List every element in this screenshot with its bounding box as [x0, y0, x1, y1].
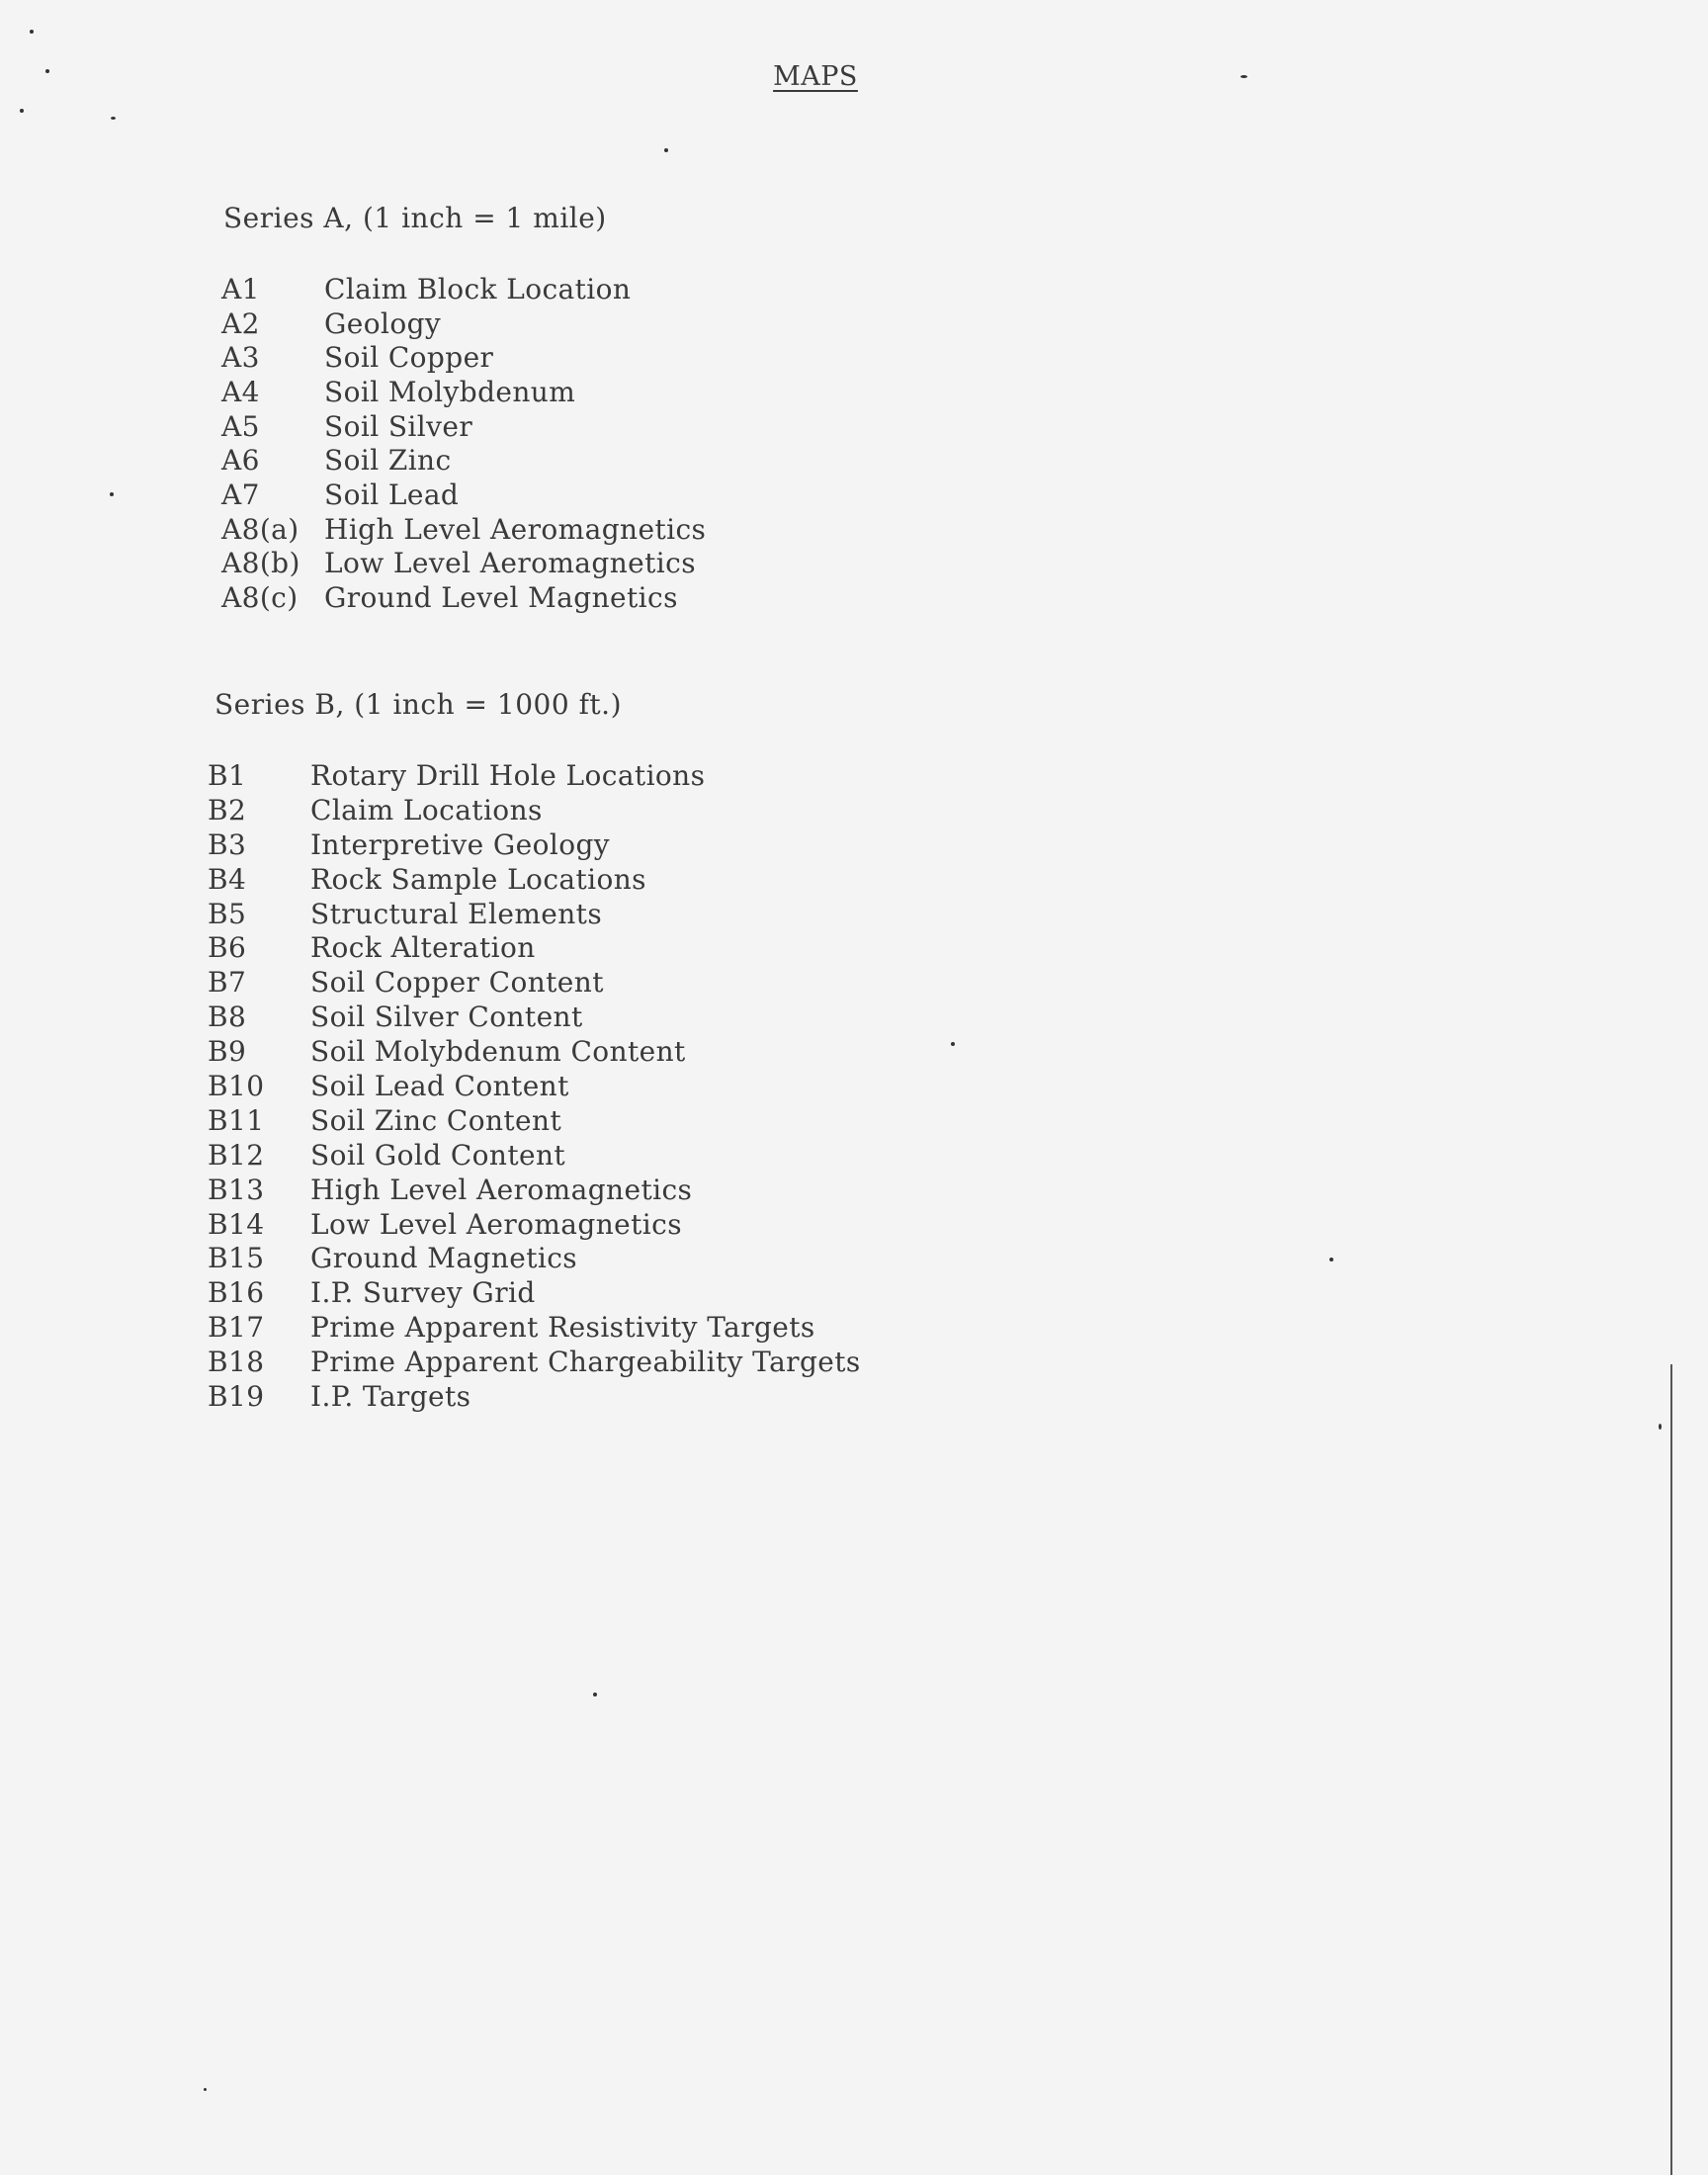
series-b-item	[208, 965, 861, 1000]
page-edge-shadow	[1670, 1364, 1672, 2175]
scan-speck	[45, 69, 49, 73]
series-a-item	[221, 409, 706, 444]
map-title: High Level Aeromagnetics	[324, 512, 707, 546]
series-a-item	[221, 340, 706, 375]
map-code: A4	[221, 375, 260, 408]
map-title: Soil Zinc Content	[310, 1103, 562, 1137]
map-title: Claim Locations	[310, 793, 543, 826]
series-a-list	[221, 272, 706, 615]
map-code: A5	[221, 409, 260, 443]
map-code: B19	[208, 1379, 265, 1413]
series-a-item	[221, 443, 706, 478]
map-title: Soil Molybdenum Content	[310, 1035, 686, 1069]
map-title: Rotary Drill Hole Locations	[310, 758, 706, 792]
series-b-list	[208, 758, 861, 1414]
map-title: Soil Lead Content	[310, 1069, 569, 1102]
map-title: Rock Alteration	[310, 931, 536, 965]
map-code: A2	[221, 306, 260, 340]
map-title: Interpretive Geology	[310, 827, 611, 861]
series-b-item	[208, 1379, 861, 1414]
map-title: Soil Gold Content	[310, 1138, 566, 1172]
series-b-item	[208, 1138, 861, 1173]
map-code: B14	[208, 1207, 265, 1241]
scan-speck	[1659, 1424, 1662, 1430]
map-title: Rock Sample Locations	[310, 862, 646, 896]
map-title: Ground Level Magnetics	[324, 581, 678, 615]
series-b-item	[208, 827, 861, 862]
series-a-item	[221, 306, 706, 341]
series-b-item	[208, 1241, 861, 1275]
map-code: A8(a)	[221, 512, 299, 546]
series-b-item	[208, 1345, 861, 1379]
map-code: A3	[221, 341, 260, 375]
series-a-item	[221, 272, 706, 306]
scan-speck	[20, 109, 24, 113]
scan-speck	[593, 1693, 597, 1696]
map-code: A7	[221, 478, 260, 511]
map-code: B7	[208, 966, 247, 1000]
map-title: Low Level Aeromagnetics	[310, 1207, 682, 1241]
series-b-item	[208, 930, 861, 965]
series-a-item	[221, 580, 706, 615]
map-code: A8(c)	[221, 581, 299, 615]
map-code: B12	[208, 1138, 265, 1172]
map-title: Soil Zinc	[324, 444, 452, 478]
map-code: B6	[208, 931, 247, 965]
map-title: Soil Copper	[324, 341, 494, 375]
map-title: Soil Lead	[324, 478, 460, 511]
map-code: B17	[208, 1311, 265, 1345]
map-code: A8(b)	[221, 547, 300, 580]
map-title: I.P. Targets	[310, 1379, 471, 1413]
map-code: B2	[208, 793, 247, 826]
scan-speck	[664, 148, 668, 152]
series-b-heading: Series B, (1 inch = 1000 ft.)	[214, 688, 623, 721]
scan-speck	[951, 1042, 955, 1046]
scan-speck	[204, 2088, 207, 2091]
map-code: A6	[221, 444, 260, 478]
map-code: B1	[208, 758, 247, 792]
map-title: Low Level Aeromagnetics	[324, 547, 696, 580]
series-a-item	[221, 375, 706, 409]
series-b-item	[208, 1207, 861, 1242]
map-code: B8	[208, 1000, 247, 1034]
scan-speck	[1240, 75, 1247, 78]
map-code: B15	[208, 1242, 265, 1275]
series-b-item	[208, 758, 861, 793]
series-b-item	[208, 897, 861, 931]
map-code: B5	[208, 897, 247, 930]
map-title: Soil Silver Content	[310, 1000, 583, 1034]
series-b-item	[208, 1069, 861, 1103]
series-b-item	[208, 793, 861, 827]
scan-speck	[110, 492, 114, 496]
map-code: B18	[208, 1346, 265, 1379]
series-b-item	[208, 1034, 861, 1069]
scan-speck	[30, 30, 34, 34]
map-title: Ground Magnetics	[310, 1242, 578, 1275]
series-a-item	[221, 478, 706, 512]
map-code: B9	[208, 1035, 247, 1069]
series-a-heading: Series A, (1 inch = 1 mile)	[223, 202, 607, 234]
map-title: Prime Apparent Resistivity Targets	[310, 1311, 815, 1345]
map-title: I.P. Survey Grid	[310, 1276, 536, 1310]
map-code: A1	[221, 272, 260, 305]
series-b-item	[208, 1275, 861, 1310]
map-code: B13	[208, 1173, 265, 1206]
series-b-item	[208, 862, 861, 897]
map-code: B16	[208, 1276, 265, 1310]
series-b-item	[208, 1103, 861, 1138]
map-code: B3	[208, 827, 247, 861]
series-b-item	[208, 1310, 861, 1345]
scan-speck	[1329, 1258, 1333, 1262]
series-b-item	[208, 1173, 861, 1207]
series-b-item	[208, 1000, 861, 1034]
series-a-item	[221, 512, 706, 547]
scan-speck	[111, 117, 116, 120]
map-title: Geology	[324, 306, 442, 340]
map-title: Soil Silver	[324, 409, 473, 443]
map-title: Structural Elements	[310, 897, 603, 930]
series-a-item	[221, 547, 706, 581]
map-title: High Level Aeromagnetics	[310, 1173, 693, 1206]
map-title: Soil Molybdenum	[324, 375, 576, 408]
page-title: MAPS	[773, 61, 858, 92]
map-title: Soil Copper Content	[310, 966, 604, 1000]
map-title: Prime Apparent Chargeability Targets	[310, 1346, 861, 1379]
map-code: B4	[208, 862, 247, 896]
map-code: B11	[208, 1103, 265, 1137]
map-title: Claim Block Location	[324, 272, 632, 305]
map-code: B10	[208, 1069, 265, 1102]
